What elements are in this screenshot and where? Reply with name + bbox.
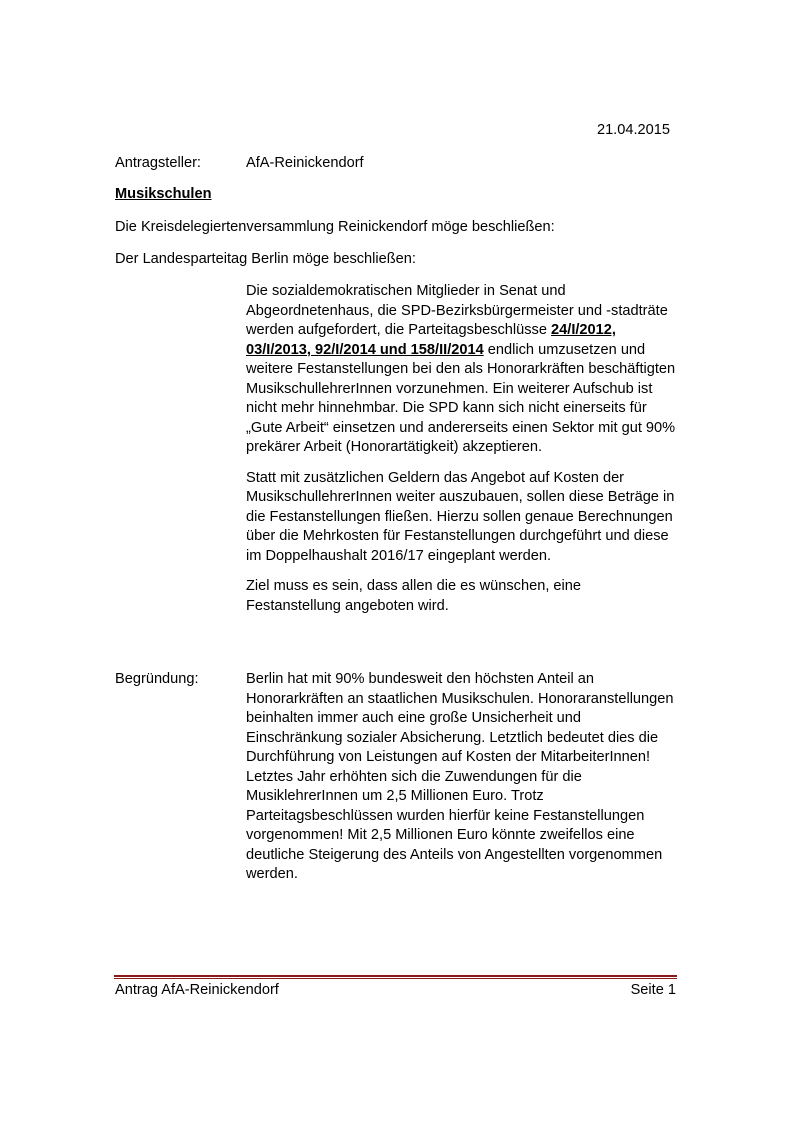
document-date: 21.04.2015	[596, 122, 670, 138]
motion-p1-end: endlich umzusetzen und weitere Festanstellungen bei den als Honorarkräften beschäftigten MusikschullehrerInnen vorzunehmen. Ein weiterer Aufschub ist nicht mehr hinnehmbar. Die SPD kann sich nicht einerseits für „Gute Arbeit“ einsetzen und andererseits einen Sektor mit gut 90% prekärer Arbeit (Honorartätigkeit) akzeptieren.	[246, 341, 676, 455]
intro-line-1: Die Kreisdelegiertenversammlung Reinickendorf möge beschließen:	[115, 219, 555, 235]
justification-label: Begründung:	[115, 671, 199, 687]
intro-line-2: Der Landesparteitag Berlin möge beschließen:	[115, 251, 416, 267]
document-title: Musikschulen	[115, 186, 212, 202]
motion-text	[246, 282, 678, 627]
page-number: Seite 1	[630, 982, 676, 998]
applicant-value: AfA-Reinickendorf	[246, 155, 364, 171]
motion-p1-start: Die sozialdemokratischen Mitglieder in Senat und Abgeordnetenhaus, die SPD-Bezirksbürgermeister und -stadträte werden aufgefordert, die Parteitagsbeschlüsse	[246, 283, 668, 338]
motion-paragraph-3: Ziel muss es sein, dass allen die es wünschen, eine Festanstellung angeboten wird.	[246, 578, 582, 614]
resolution-references: 24/I/2012, 03/I/2013, 92/I/2014 und 158/II/2014	[246, 322, 616, 358]
motion-paragraph-1	[246, 282, 678, 458]
footer-rule	[114, 975, 677, 977]
justification-text: Berlin hat mit 90% bundesweit den höchsten Anteil an Honorarkräften an staatlichen Musikschulen. Honoraranstellungen beinhalten immer auch eine große Unsicherheit und Einschränkung sozialer Absicherung. Letztlich bedeutet dies die Durchführung von Leistungen auf Kosten der MitarbeiterInnen! Letztes Jahr erhöhten sich die Zuwendungen für die MusiklehrerInnen um 2,5 Millionen Euro. Trotz Parteitagsbeschlüssen wurden hierfür keine Festanstellungen vorgenommen! Mit 2,5 Millionen Euro könnte zweifellos eine deutliche Steigerung des Anteils von Angestellten vorgenommen werden.	[246, 671, 674, 882]
motion-paragraph-2: Statt mit zusätzlichen Geldern das Angebot auf Kosten der MusikschullehrerInnen weiter auszubauen, sollen diese Beträge in die Festanstellungen fließen. Hierzu sollen genaue Berechnungen über die Mehrkosten für Festanstellungen durchgeführt und diese im Doppelhaushalt 2016/17 eingeplant werden.	[246, 469, 675, 564]
applicant-label: Antragsteller:	[115, 155, 201, 171]
footer-rule-thin	[114, 978, 677, 979]
footer-left: Antrag AfA-Reinickendorf	[115, 982, 279, 998]
